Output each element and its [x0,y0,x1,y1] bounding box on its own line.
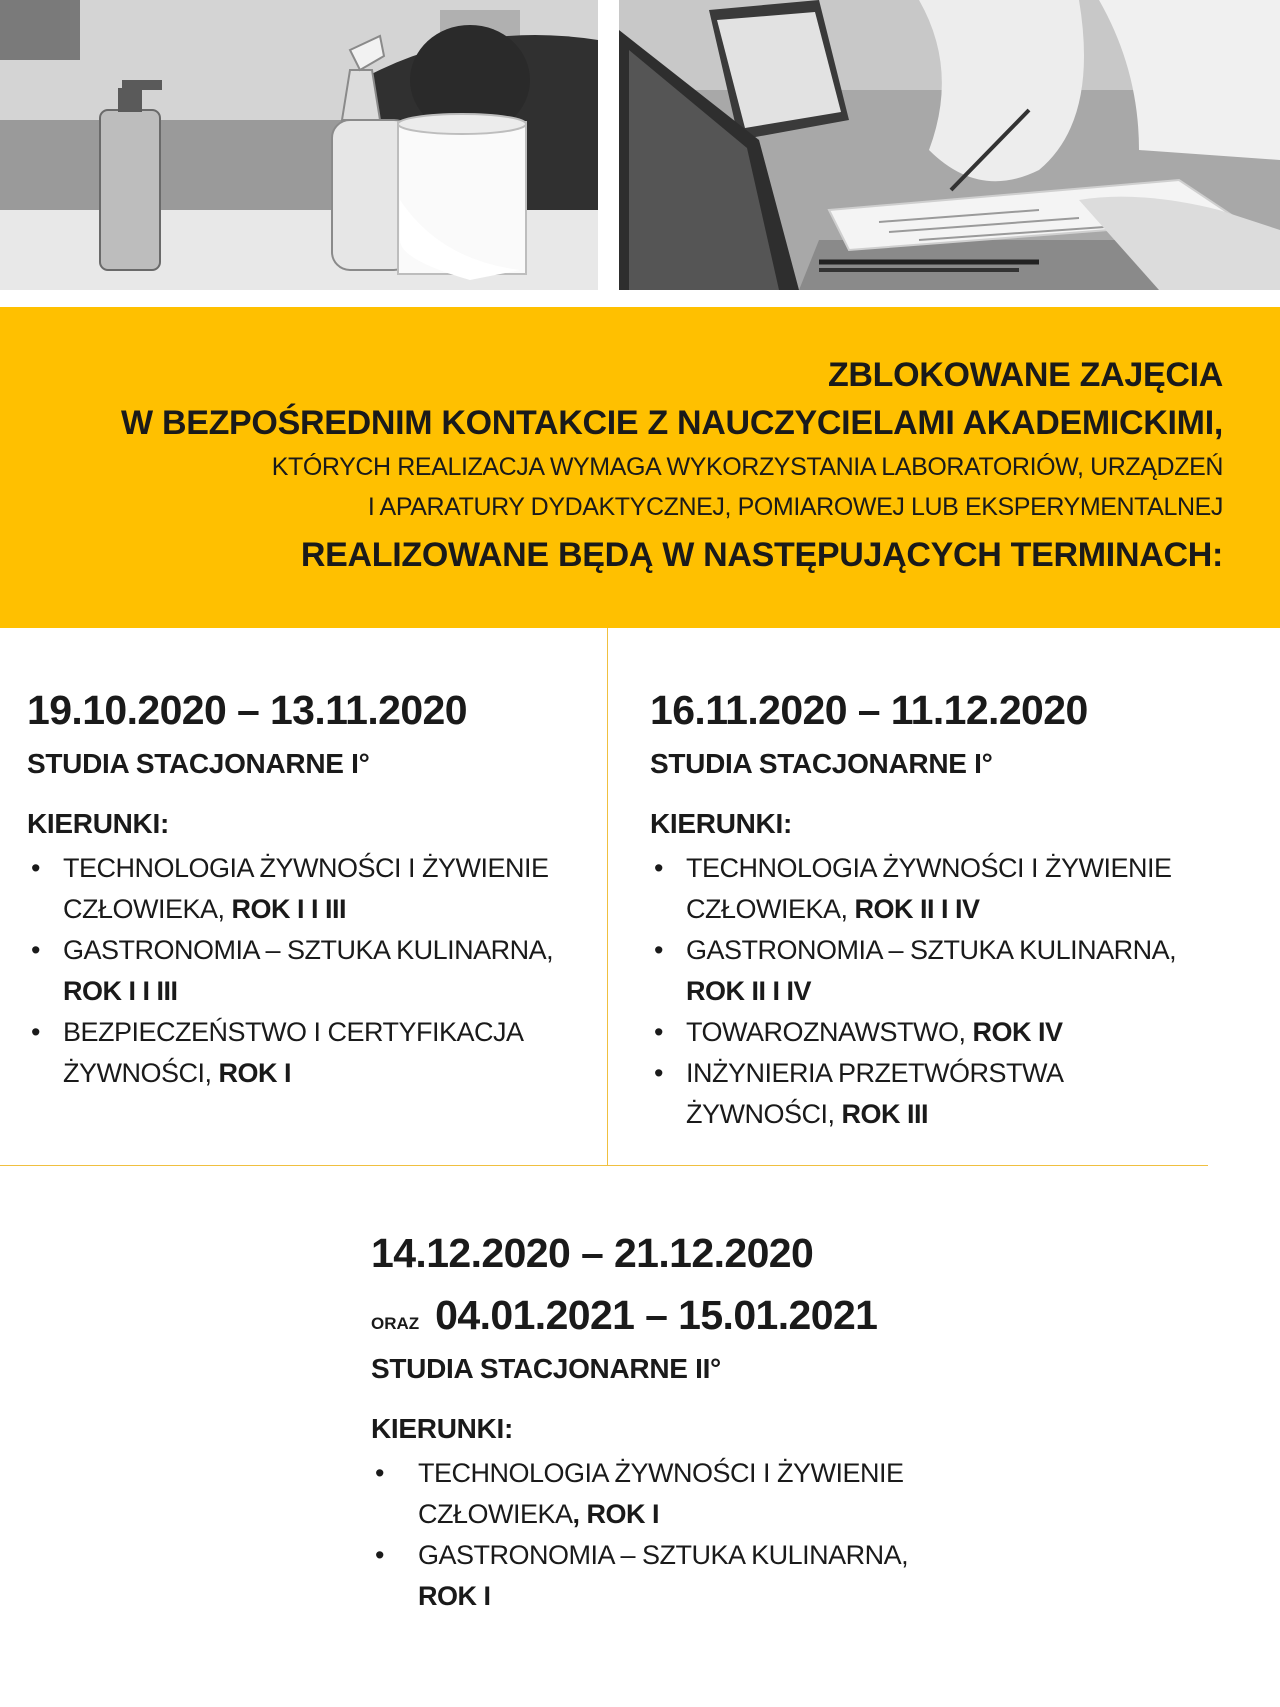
header-line-1: ZBLOKOWANE ZAJĘCIA [827,356,1223,394]
item-text: BEZPIECZEŃSTWO I CERTYFIKACJA ŻYWNOŚCI, [63,1017,523,1088]
item-year: ROK I [218,1058,292,1088]
list-item [650,930,1206,1012]
date-range: 19.10.2020 – 13.11.2020 [27,687,467,733]
bullet-icon: • [31,853,40,883]
kierunki-label: KIERUNKI: [371,1413,513,1444]
study-level: STUDIA STACJONARNE II° [371,1353,721,1384]
item-year: ROK I I III [231,894,347,924]
item-year: ROK II I IV [854,894,980,924]
bullet-icon: • [31,935,40,965]
list-item [27,848,583,930]
item-year: , ROK I [572,1499,660,1529]
list-item [27,1012,583,1094]
list-item [650,1053,1206,1135]
item-year: ROK I [418,1581,491,1611]
list-item [27,930,583,1012]
item-text: TECHNOLOGIA ŻYWNOŚCI I ŻYWIENIE CZŁOWIEKA, [686,853,1172,924]
bullet-icon: • [31,1017,40,1047]
item-text: TOWAROZNAWSTWO, [686,1017,973,1047]
date-range-2: 04.01.2021 – 15.01.2021 [435,1292,878,1338]
header-banner [0,307,1280,628]
bullet-icon: • [375,1540,384,1570]
list-item [650,1012,1206,1053]
date-range: 16.11.2020 – 11.12.2020 [650,687,1088,733]
horizontal-divider [0,1165,1208,1166]
header-line-5: REALIZOWANE BĘDĄ W NASTĘPUJĄCYCH TERMINACH: [300,536,1223,574]
item-year: ROK II I IV [686,976,812,1006]
item-text: TECHNOLOGIA ŻYWNOŚCI I ŻYWIENIE CZŁOWIEKA [418,1458,904,1529]
kierunki-label: KIERUNKI: [27,808,169,839]
schedule-block-2 [650,682,1250,1135]
study-level: STUDIA STACJONARNE I° [27,748,370,779]
oraz-label: ORAZ [371,1314,420,1333]
vertical-divider [607,628,608,1165]
item-year: ROK I I III [63,976,178,1006]
bullet-icon: • [654,1058,663,1088]
header-line-2: W BEZPOŚREDNIM KONTAKCIE Z NAUCZYCIELAMI AKADEMICKIMI, [121,404,1223,442]
item-text: INŻYNIERIA PRZETWÓRSTWA ŻYWNOŚCI, [686,1058,1063,1129]
laptop-notes-photo [619,0,1280,290]
bullet-icon: • [375,1458,384,1488]
list-item [371,1453,938,1535]
list-item [371,1535,938,1617]
second-date-line [371,1287,971,1343]
item-year: ROK IV [972,1017,1063,1047]
bullet-icon: • [654,1017,663,1047]
item-text: GASTRONOMIA – SZTUKA KULINARNA, [686,935,1177,965]
header-line-3: KTÓRYCH REALIZACJA WYMAGA WYKORZYSTANIA LABORATORIÓW, URZĄDZEŃ [271,453,1223,481]
schedule-block-3 [371,1225,971,1617]
schedule-block-1 [27,682,587,1094]
study-level: STUDIA STACJONARNE I° [650,748,993,779]
bullet-icon: • [654,853,663,883]
sanitizer-photo [0,0,598,290]
item-text: TECHNOLOGIA ŻYWNOŚCI I ŻYWIENIE CZŁOWIEKA, [63,853,549,924]
kierunki-label: KIERUNKI: [650,808,792,839]
list-item [650,848,1206,930]
bullet-icon: • [654,935,663,965]
item-text: GASTRONOMIA – SZTUKA KULINARNA, [418,1540,909,1570]
date-range: 14.12.2020 – 21.12.2020 [371,1230,814,1276]
header-line-4: I APARATURY DYDAKTYCZNEJ, POMIAROWEJ LUB EKSPERYMENTALNEJ [367,493,1223,521]
item-year: ROK III [841,1099,929,1129]
item-text: GASTRONOMIA – SZTUKA KULINARNA, [63,935,554,965]
